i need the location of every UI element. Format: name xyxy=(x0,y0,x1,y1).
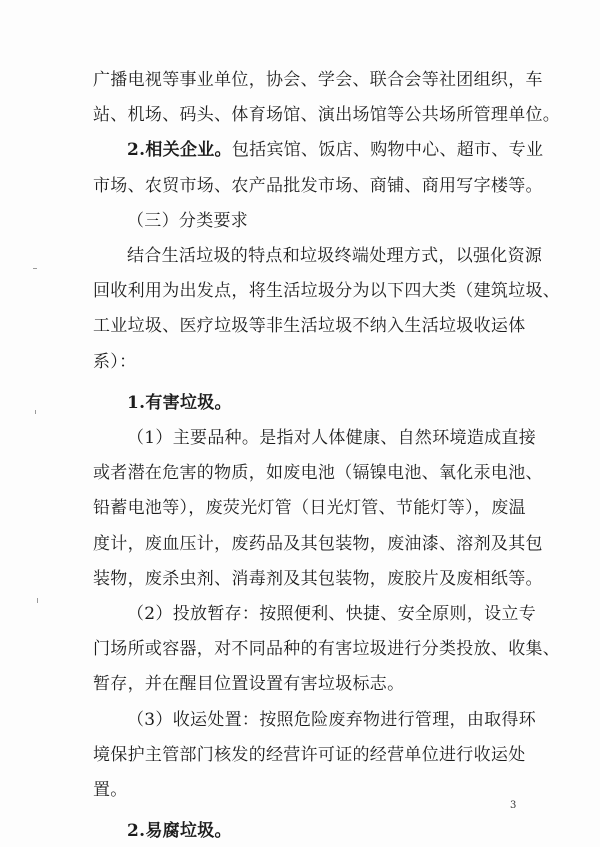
paragraph-line: （1）主要品种。是指对人体健康、自然环境造成直接 xyxy=(127,428,537,449)
paragraph-line: 装物，废杀虫剂、消毒剂及其包装物，废胶片及废相纸等。 xyxy=(93,568,543,589)
section-heading: （三）分类要求 xyxy=(127,210,249,231)
paragraph-line: （2）投放暂存：按照便利、快捷、安全原则，设立专 xyxy=(127,604,537,625)
paragraph-line: 站、机场、码头、体育场馆、演出场馆等公共场所管理单位。 xyxy=(93,105,561,126)
paragraph-line: 铅蓄电池等），废荧光灯管（日光灯管、节能灯等），废温 xyxy=(93,498,526,519)
page-number: 3 xyxy=(510,800,517,811)
scan-mark xyxy=(33,268,37,269)
paragraph-line: 门场所或容器，对不同品种的有害垃圾进行分类投放、收集、 xyxy=(93,639,561,660)
paragraph-line: 工业垃圾、医疗垃圾等非生活垃圾不纳入生活垃圾收运体 xyxy=(93,316,526,337)
paragraph-line xyxy=(93,133,544,168)
paragraph-line: 暂存，并在醒目位置设置有害垃圾标志。 xyxy=(93,674,405,695)
scan-mark xyxy=(35,410,36,414)
paragraph-line: 系）： xyxy=(93,351,137,372)
body-text xyxy=(93,63,561,849)
paragraph-line: 或者潜在危害的物质，如废电池（镉镍电池、氧化汞电池、 xyxy=(93,463,543,484)
paragraph-line: （3）收运处置：按照危险废弃物进行管理，由取得环 xyxy=(127,709,537,730)
subheading: 1.有害垃圾。 xyxy=(127,392,232,413)
paragraph-line: 度计，废血压计，废药品及其包装物，废油漆、溶剂及其包 xyxy=(93,533,543,554)
subheading: 2.易腐垃圾。 xyxy=(127,821,232,842)
paragraph-line: 置。 xyxy=(93,780,128,801)
subheading: 2.相关企业。 xyxy=(127,140,232,161)
paragraph-line: 市场、农贸市场、农产品批发市场、商铺、商用写字楼等。 xyxy=(93,175,543,196)
scan-mark xyxy=(37,598,38,603)
paragraph-line: 广播电视等事业单位，协会、学会、联合会等社团组织，车 xyxy=(93,70,543,90)
paragraph-text: 包括宾馆、饭店、购物中心、超市、专业 xyxy=(231,140,544,161)
paragraph-line: 结合生活垃圾的特点和垃圾终端处理方式，以强化资源 xyxy=(127,246,543,267)
paragraph-line: 境保护主管部门核发的经营许可证的经营单位进行收运处 xyxy=(93,744,526,765)
paragraph-line: 回收利用为出发点，将生活垃圾分为以下四大类（建筑垃圾、 xyxy=(93,281,561,302)
